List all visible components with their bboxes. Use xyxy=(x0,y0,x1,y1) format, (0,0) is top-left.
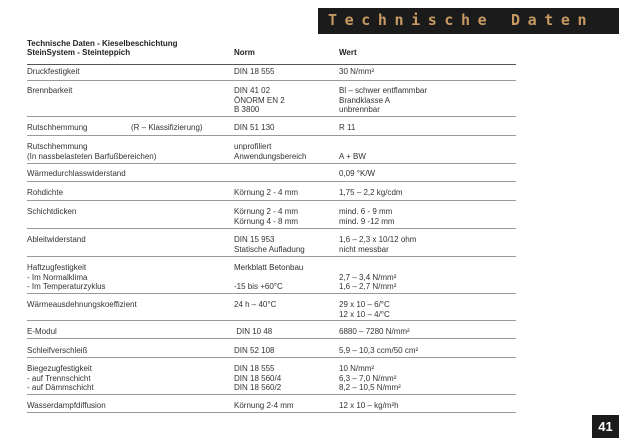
row-norm-cell: DIN 52 108 xyxy=(234,346,275,355)
row-property-cell: Ableitwiderstand xyxy=(27,235,86,244)
row-norm-cell: DIN 18 555 DIN 18 560/4 DIN 18 560/2 xyxy=(234,364,282,392)
row-property-cell: Haftzugfestigkeit - Im Normalklima - Im Temperaturzyklus xyxy=(27,263,106,291)
row-property-cell: Biegezugfestigkeit - auf Trennschicht - auf Dämmschicht xyxy=(27,364,94,392)
row-divider xyxy=(27,135,516,136)
row-property-cell: Wärmedurchlasswiderstand xyxy=(27,169,126,178)
row-divider xyxy=(27,181,516,182)
row-norm-cell: Körnung 2-4 mm xyxy=(234,401,294,410)
row-wert-cell: A + BW xyxy=(339,151,366,161)
row-norm-cell: Körnung 2 - 4 mm Körnung 4 - 8 mm xyxy=(234,207,299,226)
row-property-cell: Wärmeausdehnungskoeffizient xyxy=(27,300,137,309)
row-wert-cell: 2,7 – 3,4 N/mm² 1,6 – 2,7 N/mm² xyxy=(339,272,397,291)
row-norm-cell: unprofiliert Anwendungsbereich xyxy=(234,142,307,161)
row-divider xyxy=(27,320,516,321)
row-property-cell: Brennbarkeit xyxy=(27,86,73,95)
row-wert-cell: 29 x 10 – 6/°C 12 x 10 – 4/°C xyxy=(339,300,390,319)
row-qualifier-cell: (R – Klassifizierung) xyxy=(131,123,203,132)
row-divider xyxy=(27,228,516,229)
row-divider xyxy=(27,338,516,339)
row-property-cell: Schleifverschleiß xyxy=(27,346,88,355)
row-norm-cell: Körnung 2 - 4 mm xyxy=(234,188,299,197)
row-norm-cell: DIN 15 953 Statische Aufladung xyxy=(234,235,305,254)
row-property-cell: Rutschhemmung xyxy=(27,123,88,132)
row-wert-cell: 30 N/mm² xyxy=(339,67,375,76)
row-wert-cell: 6880 – 7280 N/mm² xyxy=(339,327,410,336)
row-wert-cell: 0,09 °K/W xyxy=(339,169,376,178)
row-norm-cell: DIN 51 130 xyxy=(234,123,275,132)
row-divider xyxy=(27,116,516,117)
row-norm-cell: DIN 41 02 ÖNORM EN 2 B 3800 xyxy=(234,86,285,114)
row-divider xyxy=(27,80,516,81)
column-header-wert: Wert xyxy=(339,48,357,57)
row-wert-cell: Bl – schwer entflammbar Brandklasse A unbrennbar xyxy=(339,86,428,114)
row-divider xyxy=(27,256,516,257)
row-divider xyxy=(27,293,516,294)
table-caption-line1: Technische Daten - Kieselbeschichtung xyxy=(27,39,178,48)
row-property-cell: Druckfestigkeit xyxy=(27,67,80,76)
row-norm-cell: 24 h – 40°C xyxy=(234,300,277,309)
row-divider xyxy=(27,163,516,164)
row-property-cell: Schichtdicken xyxy=(27,207,77,216)
column-header-norm: Norm xyxy=(234,48,255,57)
row-norm-cell: Merkblatt Betonbau -15 bis +60°C xyxy=(234,263,304,291)
row-property-cell: Wasserdampfdiffusion xyxy=(27,401,106,410)
row-wert-cell: 5,9 – 10,3 ccm/50 cm² xyxy=(339,346,419,355)
row-divider xyxy=(27,357,516,358)
row-divider xyxy=(27,64,516,65)
row-wert-cell: mind. 6 - 9 mm mind. 9 -12 mm xyxy=(339,207,395,226)
row-wert-cell: 1,75 – 2,2 kg/cdm xyxy=(339,188,403,197)
row-norm-cell: DIN 18 555 xyxy=(234,67,275,76)
row-wert-cell: 1,6 – 2,3 x 10/12 ohm nicht messbar xyxy=(339,235,417,254)
row-wert-cell: R 11 xyxy=(339,123,356,132)
row-divider xyxy=(27,394,516,395)
row-wert-cell: 10 N/mm² 6,3 – 7,0 N/mm² 8,2 – 10,5 N/mm² xyxy=(339,364,401,392)
row-property-cell: Rutschhemmung (In nassbelasteten Barfußbereichen) xyxy=(27,142,157,161)
row-divider xyxy=(27,200,516,201)
section-title: Technische Daten xyxy=(328,11,595,29)
page-number: 41 xyxy=(592,415,619,438)
row-property-cell: Rohdichte xyxy=(27,188,64,197)
table-caption-line2: SteinSystem - Steinteppich xyxy=(27,48,131,57)
row-divider xyxy=(27,412,516,413)
row-property-cell: E-Modul xyxy=(27,327,57,336)
row-wert-cell: 12 x 10 – kg/m²h xyxy=(339,401,399,410)
row-norm-cell: DIN 10 48 xyxy=(234,327,273,336)
section-title-bar xyxy=(318,8,619,34)
